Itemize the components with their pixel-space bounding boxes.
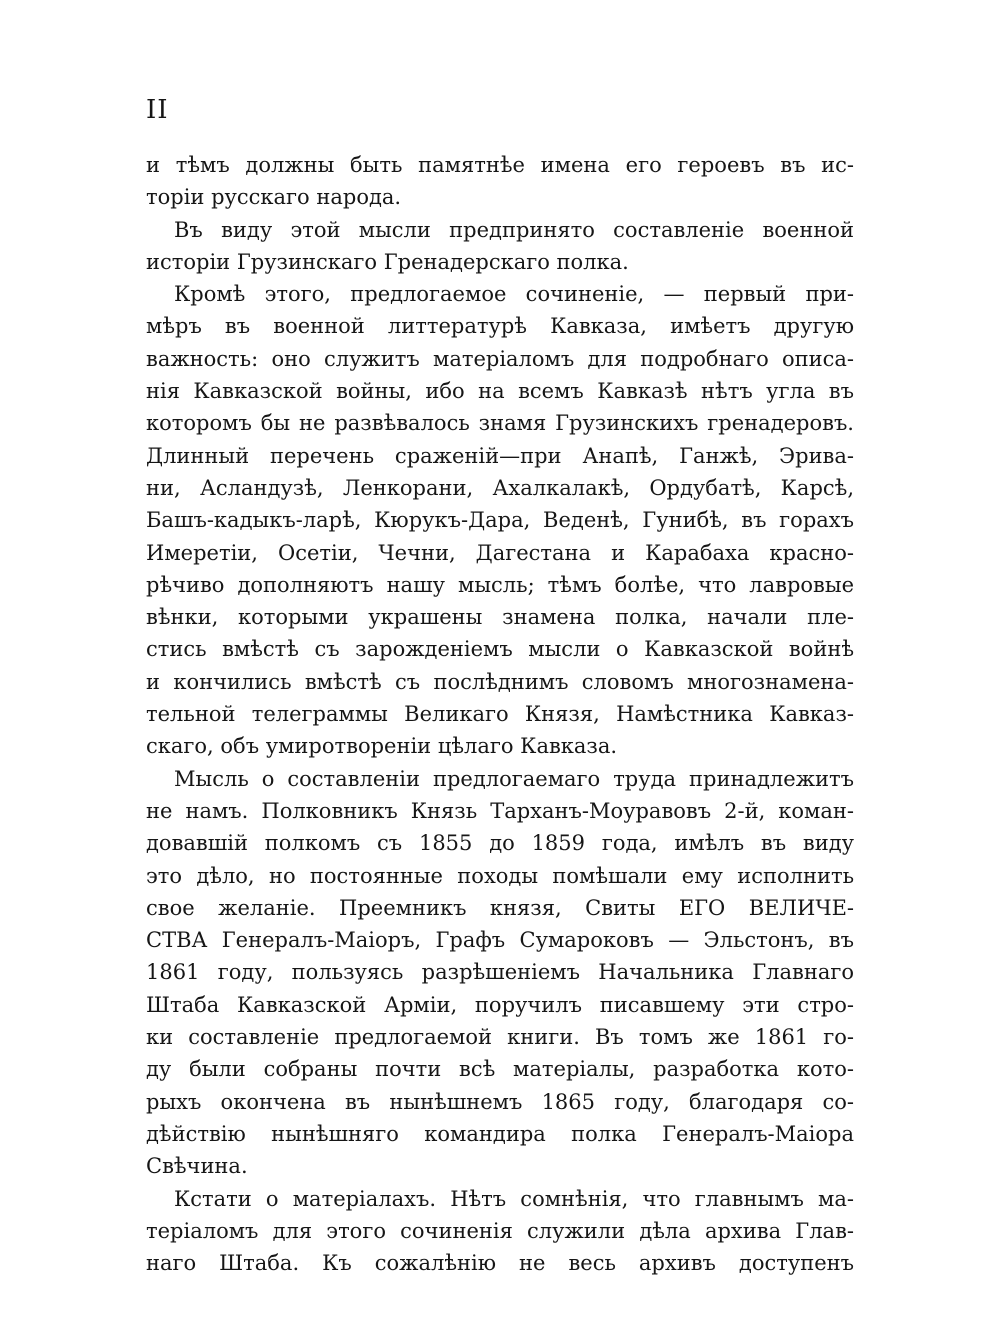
text-line: 1861 году, пользуясь разрѣшеніемъ Начальника Главнаго	[146, 960, 854, 985]
text-line: мѣръ въ военной литтературѣ Кавказа, имѣетъ другую	[146, 314, 854, 339]
paragraph	[146, 214, 854, 279]
text-line: стись вмѣстѣ съ зарожденіемъ мысли о Кавказской войнѣ	[146, 637, 854, 662]
text-line: и тѣмъ должны быть памятнѣе имена его героевъ въ ис-	[146, 153, 854, 177]
text-line: Башъ-кадыкъ-ларѣ, Кюрукъ-Дара, Веденѣ, Гунибѣ, въ горахъ	[146, 508, 854, 533]
paragraph	[146, 149, 854, 214]
text-line: теріаломъ для этого сочиненія служили дѣла архива Глав-	[146, 1218, 854, 1243]
text-line: вѣнки, которыми украшены знамена полка, начали пле-	[146, 605, 854, 630]
text-line: торіи русскаго народа.	[146, 185, 402, 210]
text-line: исторіи Грузинскаго Гренадерскаго полка.	[146, 249, 629, 274]
body-text	[146, 149, 854, 1279]
paragraph	[146, 763, 854, 1183]
text-line: скаго, объ умиротвореніи цѣлаго Кавказа.	[146, 734, 618, 759]
text-line: ду были собраны почти всѣ матеріалы, разработка кото-	[146, 1057, 854, 1082]
text-line: Длинный перечень сраженій—при Анапѣ, Ганжѣ, Эрива-	[146, 443, 854, 468]
text-line: рыхъ окончена въ нынѣшнемъ 1865 году, благодаря со-	[146, 1089, 854, 1114]
text-line: наго Штаба. Къ сожалѣнію не весь архивъ доступенъ	[146, 1251, 854, 1276]
text-line: важность: оно служитъ матеріаломъ для подробнаго описа-	[146, 346, 854, 371]
text-line: рѣчиво дополняютъ нашу мысль; тѣмъ болѣе, что лавровые	[146, 572, 854, 597]
text-line: нія Кавказской войны, ибо на всемъ Кавказѣ нѣтъ угла въ	[146, 379, 854, 404]
text-line: это дѣло, но постоянные походы помѣшали ему исполнить	[146, 863, 854, 888]
text-line: СТВА Генералъ-Маіоръ, Графъ Сумароковъ — Эльстонъ, въ	[146, 928, 854, 953]
text-line: Кромѣ этого, предлогаемое сочиненіе, — первый при-	[174, 282, 854, 307]
page-number: II	[146, 95, 169, 125]
text-line: ни, Асландузѣ, Ленкорани, Ахалкалакѣ, Ордубатѣ, Карсѣ,	[146, 475, 854, 500]
text-line: ки составленіе предлогаемой книги. Въ томъ же 1861 го-	[146, 1025, 854, 1050]
text-line: Штаба Кавказской Арміи, поручилъ писавшему эти стро-	[146, 992, 854, 1017]
text-line: свое желаніе. Преемникъ князя, Свиты ЕГО ВЕЛИЧЕ-	[146, 895, 854, 920]
text-line: Мысль о составленіи предлогаемаго труда принадлежитъ	[174, 766, 854, 791]
text-line: которомъ бы не развѣвалось знамя Грузинскихъ гренадеровъ.	[146, 411, 854, 436]
text-line: и кончились вмѣстѣ съ послѣднимъ словомъ многознамена-	[146, 669, 854, 694]
text-line: Имеретіи, Осетіи, Чечни, Дагестана и Карабаха красно-	[146, 540, 854, 565]
text-line: не намъ. Полковникъ Князь Тарханъ-Моуравовъ 2-й, коман-	[146, 798, 854, 823]
text-line: Свѣчина.	[146, 1154, 248, 1179]
text-line: Кстати о матеріалахъ. Нѣтъ сомнѣнія, что главнымъ ма-	[174, 1186, 854, 1211]
text-line: Въ виду этой мысли предпринято составленіе военной	[174, 217, 854, 242]
paragraph	[146, 278, 854, 762]
text-line: довавшій полкомъ съ 1855 до 1859 года, имѣлъ въ виду	[146, 831, 854, 856]
paragraph	[146, 1183, 854, 1280]
text-line: тельной телеграммы Великаго Князя, Намѣстника Кавказ-	[146, 702, 854, 727]
text-line: дѣйствію нынѣшняго командира полка Генералъ-Маіора	[146, 1121, 854, 1146]
